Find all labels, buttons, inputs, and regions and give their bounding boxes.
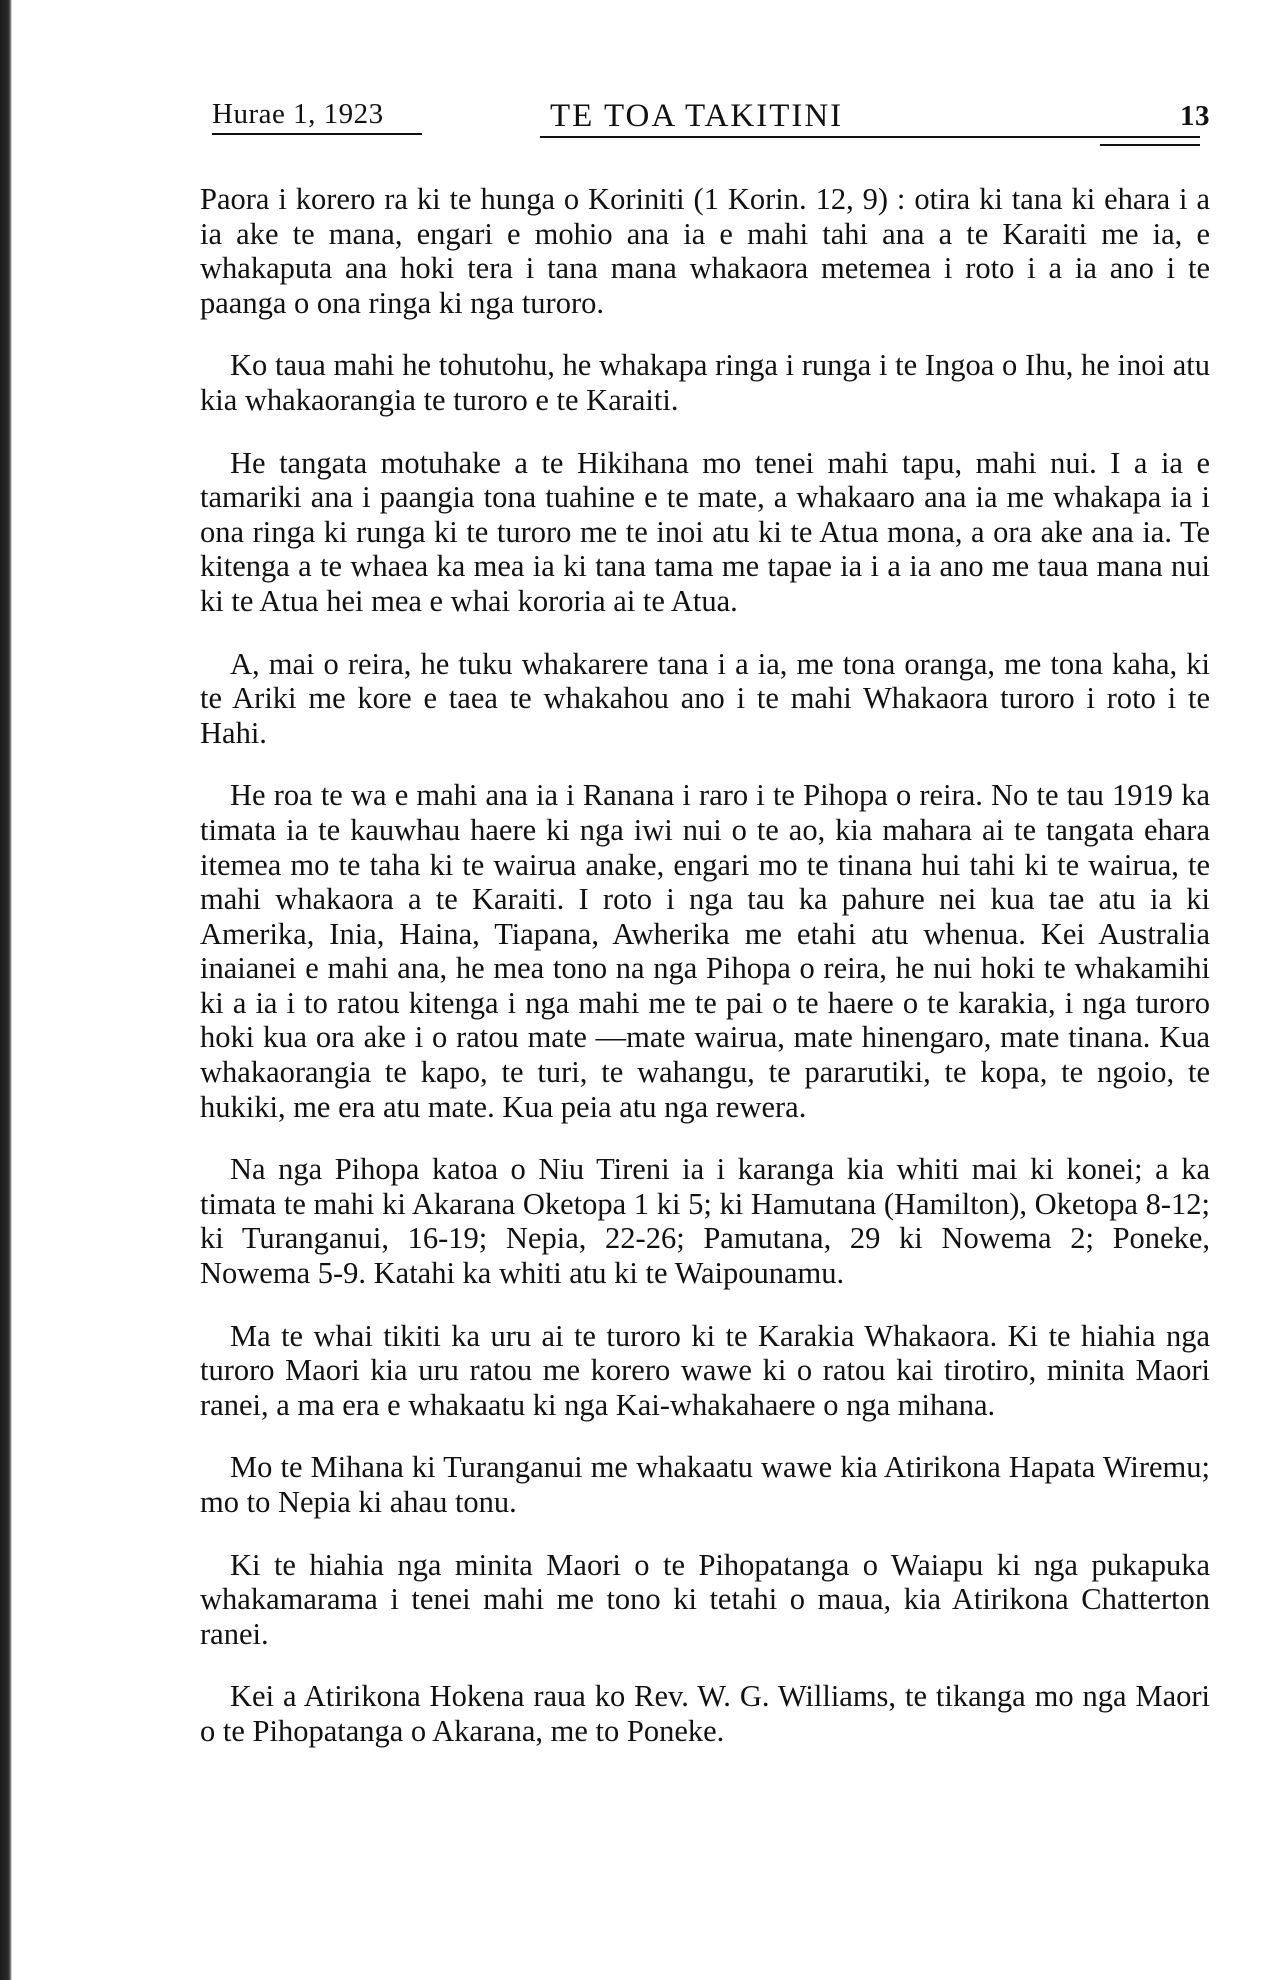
page-number: 13 <box>1180 100 1210 132</box>
paragraph-3: He tangata motuhake a te Hikihana mo tenei mahi tapu, mahi nui. I a ia e tamariki ana i paangia tona tuahine e te mate, a whakaaro ana ia me whakapa ia i ona ringa ki runga ki te turoro me te inoi atu ki te Atua mona, a ora ake ana ia. Te kitenga a te whaea ka mea ia ki tana tama me tapae ia i a ia ano me taua mana nui ki te Atua hei mea e whai kororia ai te Atua. <box>200 445 1210 618</box>
header-date-underline <box>212 133 422 135</box>
header-rule <box>540 136 1200 138</box>
document-page <box>200 92 1210 1777</box>
paragraph-10: Kei a Atirikona Hokena raua ko Rev. W. G. Williams, te tikanga mo nga Maori o te Pihopatanga o Akarana, me to Poneke. <box>200 1679 1210 1748</box>
paragraph-8: Mo te Mihana ki Turanganui me whakaatu wawe kia Atirikona Hapata Wiremu; mo to Nepia ki ahau tonu. <box>200 1450 1210 1519</box>
paragraph-6: Na nga Pihopa katoa o Niu Tireni ia i karanga kia whiti mai ki konei; a ka timata te mahi ki Akarana Oketopa 1 ki 5; ki Hamutana (Hamilton), Oketopa 8-12; ki Turanganui, 16-19; Nepia, 22-26; Pamutana, 29 ki Nowema 2; Poneke, Nowema 5-9. Katahi ka whiti atu ki te Waipounamu. <box>200 1152 1210 1291</box>
header-title: TE TOA TAKITINI <box>550 98 844 134</box>
paragraph-5: He roa te wa e mahi ana ia i Ranana i raro i te Pihopa o reira. No te tau 1919 ka timata ia te kauwhau haere ki nga iwi nui o te ao, kia mahara ai te tangata ehara itemea mo te taha ki te wairua anake, engari mo te tinana hui tahi ki te wairua, te mahi whakaora a te Karaiti. I roto i nga tau ka pahure nei kua tae atu ia ki Amerika, Inia, Haina, Tiapana, Awherika me etahi atu whenua. Kei Australia inaianei e mahi ana, he mea tono na nga Pihopa o reira, he nui hoki te whakamihi ki a ia i to ratou kitenga i nga mahi me te pai o te haere o te karakia, i nga turoro hoki kua ora ake i o ratou mate —mate wairua, mate hinengaro, mate tinana. Kua whakaorangia te kapo, te turi, te wahangu, te pararutiki, te kopa, te ngoio, te hukiki, me era atu mate. Kua peia atu nga rewera. <box>200 778 1210 1124</box>
paragraph-9: Ki te hiahia nga minita Maori o te Pihopatanga o Waiapu ki nga pukapuka whakamarama i tenei mahi me tono ki tetahi o maua, kia Atirikona Chatterton ranei. <box>200 1547 1210 1651</box>
article-body <box>200 182 1210 1749</box>
paragraph-4: A, mai o reira, he tuku whakarere tana i a ia, me tona oranga, me tona kaha, ki te Ariki me kore e taea te whakahou ano i te mahi Whakaora turoro i roto i te Hahi. <box>200 646 1210 750</box>
paragraph-1: Paora i korero ra ki te hunga o Koriniti (1 Korin. 12, 9) : otira ki tana ki ehara i a ia ake te mana, engari e mohio ana ia e mahi tahi ana a te Karaiti me ia, e whakaputa ana hoki tera i tana mana whakaora metemea i roto i a ia ano i te paanga o ona ringa ki nga turoro. <box>200 182 1210 320</box>
header-date: Hurae 1, 1923 <box>212 98 384 130</box>
binding-edge <box>0 0 38 1980</box>
running-header <box>200 92 1210 138</box>
paragraph-7: Ma te whai tikiti ka uru ai te turoro ki te Karakia Whakaora. Ki te hiahia nga turoro Maori kia uru ratou me korero wawe ki o ratou kai tirotiro, minita Maori ranei, a ma era e whakaatu ki nga Kai-whakahaere o nga mihana. <box>200 1318 1210 1422</box>
header-rule-double <box>1100 144 1200 146</box>
paragraph-2: Ko taua mahi he tohutohu, he whakapa ringa i runga i te Ingoa o Ihu, he inoi atu kia whakaorangia te turoro e te Karaiti. <box>200 348 1210 417</box>
